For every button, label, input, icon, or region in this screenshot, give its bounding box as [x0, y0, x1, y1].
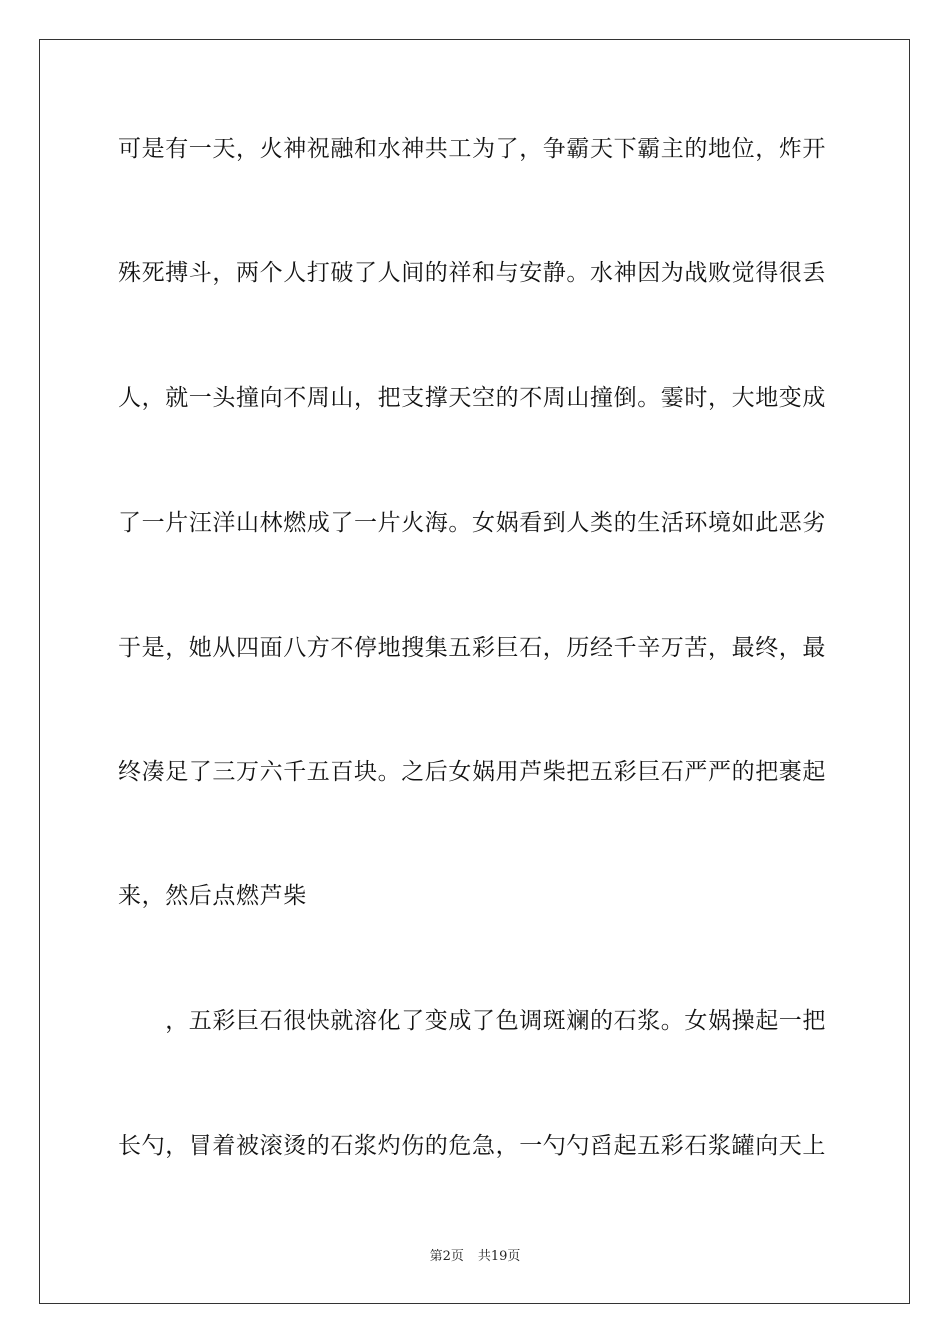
page-number: 第2页	[429, 1249, 464, 1264]
body-text-line: ，五彩巨石很快就溶化了变成了色调斑斓的石浆。女娲操起一把	[118, 1008, 826, 1034]
page-footer	[0, 1248, 950, 1266]
body-text-line: 长勺，冒着被滚烫的石浆灼伤的危急，一勺勺舀起五彩石浆罐向天上	[118, 1133, 826, 1159]
page-total: 共19页	[477, 1249, 521, 1264]
body-text-line: 来，然后点燃芦柴	[118, 883, 307, 909]
body-text-line: 可是有一天，火神祝融和水神共工为了，争霸天下霸主的地位，炸开	[118, 136, 826, 162]
page-border	[39, 39, 910, 1304]
body-text-line: 于是，她从四面八方不停地搜集五彩巨石，历经千辛万苦，最终，最	[118, 635, 826, 661]
body-text-line: 殊死搏斗，两个人打破了人间的祥和与安静。水神因为战败觉得很丢	[118, 260, 826, 286]
body-text-line: 人，就一头撞向不周山，把支撑天空的不周山撞倒。霎时，大地变成	[118, 385, 826, 411]
body-text-line: 了一片汪洋山林燃成了一片火海。女娲看到人类的生活环境如此恶劣	[118, 510, 826, 536]
body-text-line: 终凑足了三万六千五百块。之后女娲用芦柴把五彩巨石严严的把裹起	[118, 759, 826, 785]
